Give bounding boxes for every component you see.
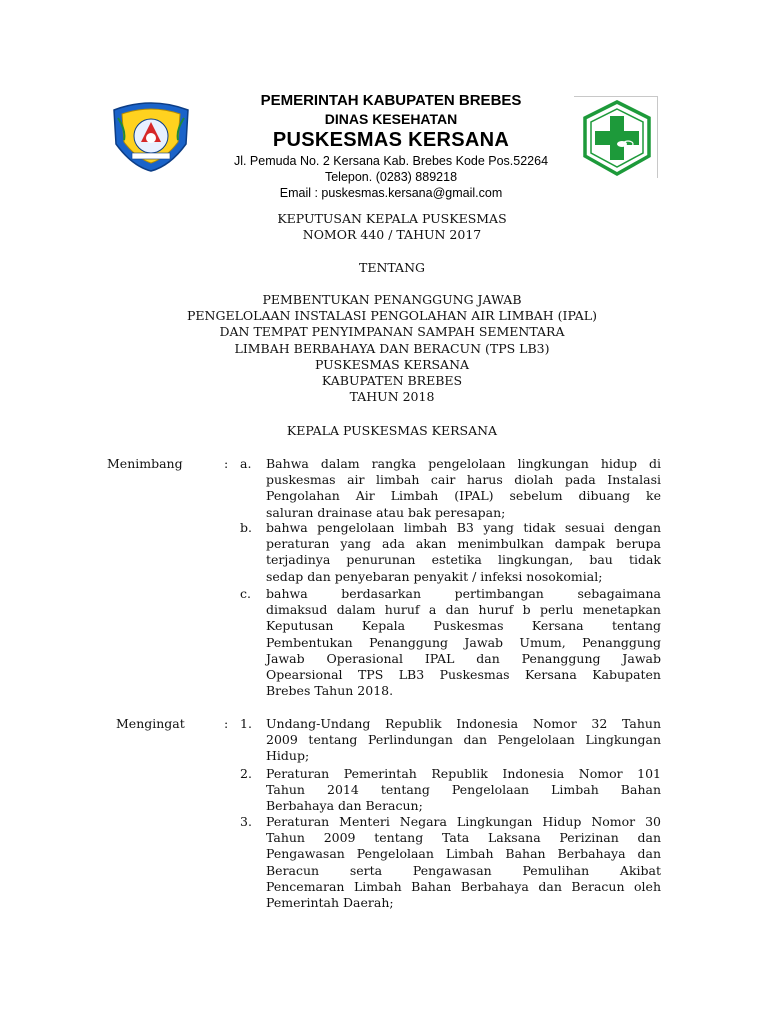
decree-subject bbox=[100, 292, 684, 405]
text-line: Pencemaran Limbah Bahan Berbahaya dan Beracun oleh bbox=[266, 878, 661, 894]
phone-text: Telepon. (0283) 889218 bbox=[324, 170, 458, 184]
menimbang-item-c bbox=[266, 586, 661, 699]
text-line: terjadinya penurunan estetika lingkungan, bau tidak bbox=[266, 552, 661, 568]
text-line: Berbahaya dan Beracun; bbox=[266, 798, 423, 814]
text-line: 2009 tentang Perlindungan dan Pengelolaan Lingkungan bbox=[266, 732, 661, 748]
official-heading bbox=[100, 423, 684, 439]
institution-name: PUSKESMAS KERSANA bbox=[272, 129, 510, 151]
text-line: Jawab Operasional IPAL dan Penanggung Jawab bbox=[266, 650, 661, 666]
text-line: Pengawasan Pengelolaan Limbah Bahan Berbahaya dan bbox=[266, 846, 661, 862]
subject-line: LIMBAH BERBAHAYA DAN BERACUN (TPS LB3) bbox=[234, 340, 550, 356]
address-text: Jl. Pemuda No. 2 Kersana Kab. Brebes Kode Pos.52264 bbox=[233, 154, 549, 168]
item-marker: 1. bbox=[240, 716, 252, 731]
text-line: Peraturan Menteri Negara Lingkungan Hidup Nomor 30 bbox=[266, 814, 661, 829]
subject-line: KABUPATEN BREBES bbox=[321, 373, 463, 389]
email-text: Email : puskesmas.kersana@gmail.com bbox=[279, 186, 503, 200]
decree-number: NOMOR 440 / TAHUN 2017 bbox=[302, 227, 482, 243]
brebes-emblem-logo bbox=[108, 100, 194, 172]
item-marker: b. bbox=[240, 520, 252, 535]
item-marker: c. bbox=[240, 586, 251, 601]
item-marker: 3. bbox=[240, 814, 252, 829]
text-line: Undang-Undang Republik Indonesia Nomor 32 Tahun bbox=[266, 716, 661, 731]
decree-title bbox=[100, 211, 684, 243]
item-marker: 2. bbox=[240, 766, 252, 781]
government-name: PEMERINTAH KABUPATEN BREBES bbox=[260, 92, 522, 109]
mengingat-item-1 bbox=[266, 716, 661, 765]
text-line: Bahwa dalam rangka pengelolaan lingkungan hidup di bbox=[266, 456, 661, 471]
text-line: peraturan yang ada akan menimbulkan dampak berupa bbox=[266, 536, 661, 552]
text-line: Peraturan Pemerintah Republik Indonesia Nomor 101 bbox=[266, 766, 661, 781]
official-text: KEPALA PUSKESMAS KERSANA bbox=[286, 423, 498, 438]
tentang-heading bbox=[100, 260, 684, 276]
menimbang-colon: : bbox=[224, 456, 229, 471]
menimbang-item-a bbox=[266, 456, 661, 521]
text-line: Opearsional TPS LB3 Puskesmas Kersana Kabupaten bbox=[266, 667, 661, 683]
subject-line: PEMBENTUKAN PENANGGUNG JAWAB bbox=[262, 292, 522, 307]
text-line: bahwa berdasarkan pertimbangan sebagaimana bbox=[266, 586, 661, 601]
text-line: puskesmas air limbah cair harus diolah pada Instalasi bbox=[266, 472, 661, 488]
subject-line: PUSKESMAS KERSANA bbox=[314, 356, 470, 372]
text-line: saluran drainase atau bak peresapan; bbox=[266, 504, 506, 520]
mengingat-label: Mengingat bbox=[116, 716, 185, 731]
mengingat-colon: : bbox=[224, 716, 229, 731]
text-line: dimaksud dalam huruf a dan huruf b perlu menetapkan bbox=[266, 602, 661, 618]
subject-line: TAHUN 2018 bbox=[349, 389, 435, 405]
mengingat-item-3 bbox=[266, 814, 661, 911]
text-line: Pengolahan Air Limbah (IPAL) sebelum dibuang ke bbox=[266, 488, 661, 504]
text-line: sedap dan penyebaran penyakit / infeksi nosokomial; bbox=[266, 568, 603, 584]
letterhead bbox=[196, 92, 586, 201]
subject-line: PENGELOLAAN INSTALASI PENGOLAHAN AIR LIMBAH (IPAL) bbox=[187, 308, 597, 324]
decree-heading: KEPUTUSAN KEPALA PUSKESMAS bbox=[277, 211, 507, 226]
text-line: Tahun 2009 tentang Tata Laksana Perizinan dan bbox=[266, 830, 661, 846]
subject-line: DAN TEMPAT PENYIMPANAN SAMPAH SEMENTARA bbox=[219, 324, 565, 340]
item-marker: a. bbox=[240, 456, 252, 471]
text-line: Beracun serta Pengawasan Pemulihan Akibat bbox=[266, 862, 661, 878]
puskesmas-emblem-logo bbox=[576, 98, 658, 178]
menimbang-item-b bbox=[266, 520, 661, 585]
mengingat-item-2 bbox=[266, 766, 661, 815]
text-line: Tahun 2014 tentang Pengelolaan Limbah Bahan bbox=[266, 782, 661, 798]
text-line: bahwa pengelolaan limbah B3 yang tidak sesuai dengan bbox=[266, 520, 661, 535]
text-line: Pemerintah Daerah; bbox=[266, 895, 394, 911]
text-line: Pembentukan Penanggung Jawab Umum, Penanggung bbox=[266, 634, 661, 650]
menimbang-label: Menimbang bbox=[107, 456, 183, 471]
department-name: DINAS KESEHATAN bbox=[324, 111, 458, 127]
text-line: Hidup; bbox=[266, 748, 310, 764]
tentang-text: TENTANG bbox=[358, 260, 425, 275]
text-line: Brebes Tahun 2018. bbox=[266, 683, 394, 699]
text-line: Keputusan Kepala Puskesmas Kersana tentang bbox=[266, 618, 661, 634]
